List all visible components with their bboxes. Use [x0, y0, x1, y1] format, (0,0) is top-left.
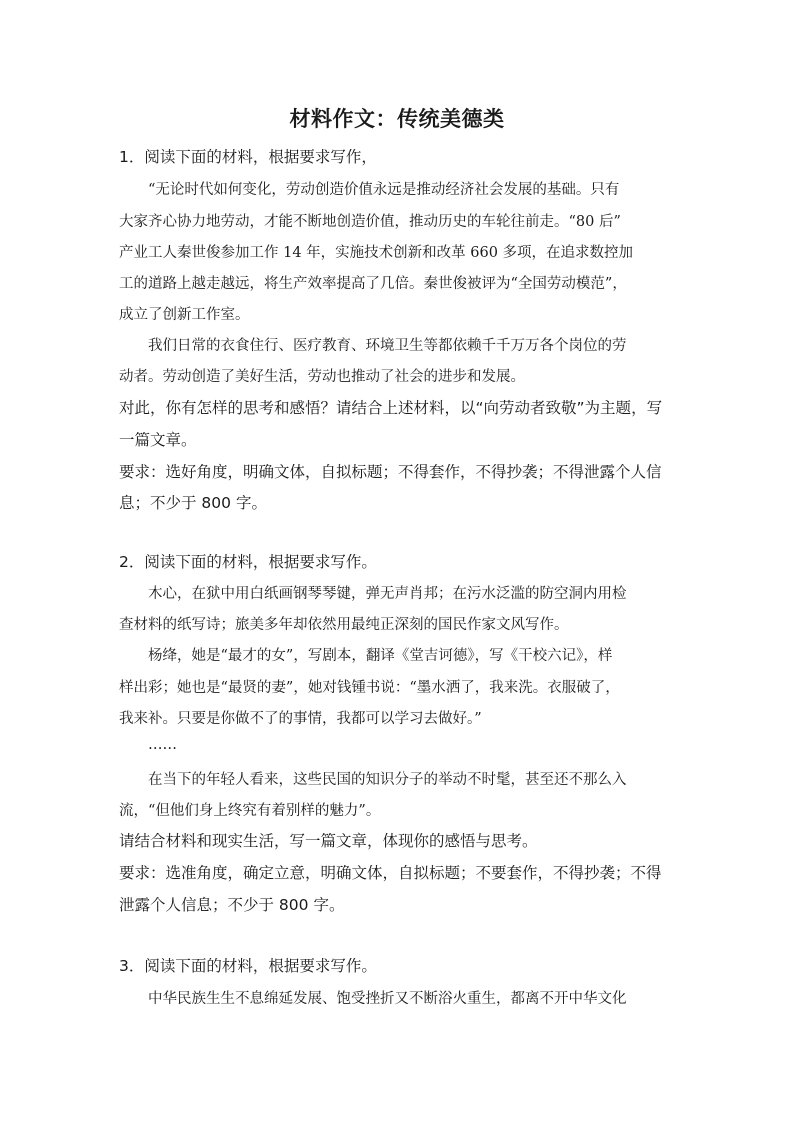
q3-heading: 3．阅读下面的材料，根据要求写作。	[119, 957, 377, 975]
q2-material-line: 样出彩；她也是“最贤的妻”，她对钱锺书说：“墨水洒了，我来洗。衣服破了，	[119, 680, 620, 696]
q2-material-line: 查材料的纸写诗；旅美多年却依然用最纯正深刻的国民作家文风写作。	[119, 617, 569, 633]
page-title: 材料作文：传统美德类	[289, 106, 505, 131]
q1-material-line: 我们日常的衣食住行、医疗教育、环境卫生等都依赖千千万万各个岗位的劳	[148, 338, 627, 354]
q1-prompt-line: 对此，你有怎样的思考和感悟？请结合上述材料，以“向劳动者致敬”为主题，写	[119, 399, 663, 417]
q2-ellipsis: ……	[148, 737, 177, 753]
q2-requirement-line: 要求：选准角度，确定立意，明确文体，自拟标题；不要套作，不得抄袭；不得	[119, 864, 662, 882]
q1-material-line: 产业工人秦世俊参加工作 14 年，实施技术创新和改革 660 多项，在追求数控加	[119, 245, 634, 261]
q2-material-line: 杨绛，她是“最才的女”，写剧本，翻译《堂吉诃德》，写《干校六记》，样	[148, 648, 613, 664]
q1-requirement-line: 息；不少于 800 字。	[119, 494, 267, 512]
q1-material-line: 动者。劳动创造了美好生活，劳动也推动了社会的进步和发展。	[119, 369, 525, 385]
q2-material-line: 流，“但他们身上终究有着别样的魅力”。	[119, 803, 381, 819]
q2-prompt-line: 请结合材料和现实生活，写一篇文章，体现你的感悟与思考。	[119, 832, 538, 850]
q2-heading: 2．阅读下面的材料，根据要求写作。	[119, 553, 377, 571]
q2-material-line: 在当下的年轻人看来，这些民国的知识分子的举动不时髦，甚至还不那么入	[148, 772, 627, 788]
q1-material-line: 工的道路上越走越远，将生产效率提高了几倍。秦世俊被评为“全国劳动模范”，	[119, 276, 627, 292]
q1-material-line: 成立了创新工作室。	[119, 307, 250, 323]
q1-material-line: 大家齐心协力地劳动，才能不断地创造价值，推动历史的车轮往前走。“80 后”	[119, 214, 621, 230]
q2-material-line: 我来补。只要是你做不了的事情，我都可以学习去做好。”	[119, 711, 482, 727]
q2-requirement-line: 泄露个人信息；不少于 800 字。	[119, 896, 345, 914]
q1-material-line: “无论时代如何变化，劳动创造价值永远是推动经济社会发展的基础。只有	[148, 182, 620, 198]
q1-prompt-line: 一篇文章。	[119, 431, 197, 449]
q2-material-line: 木心，在狱中用白纸画钢琴琴键，弹无声肖邦；在污水泛滥的防空洞内用检	[148, 586, 627, 602]
q3-material-line: 中华民族生生不息绵延发展、饱受挫折又不断浴火重生，都离不开中华文化	[148, 991, 627, 1007]
q1-heading: 1．阅读下面的材料，根据要求写作，	[119, 148, 377, 166]
q1-requirement-line: 要求：选好角度，明确文体，自拟标题；不得套作，不得抄袭；不得泄露个人信	[119, 463, 662, 481]
